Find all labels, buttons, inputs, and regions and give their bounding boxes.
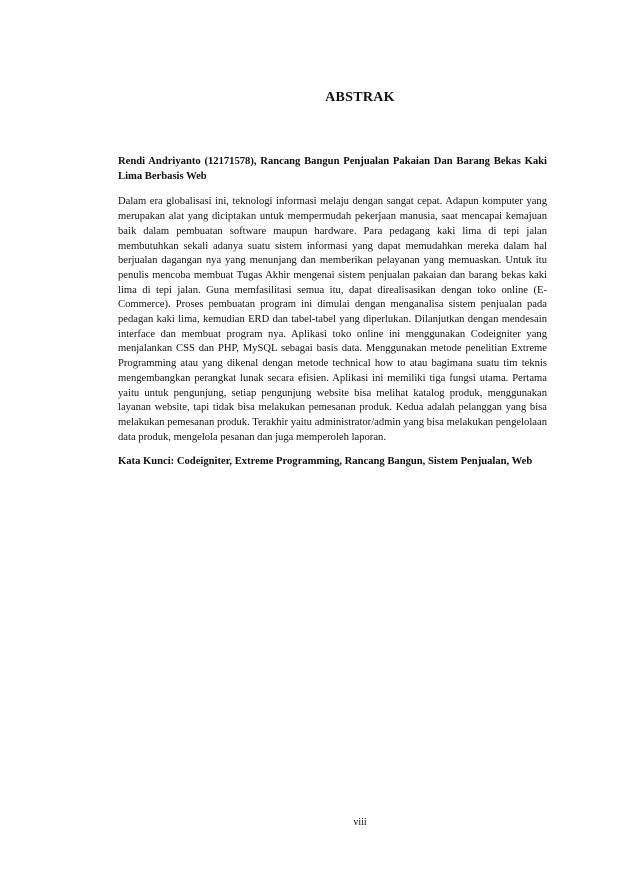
keywords-line: Kata Kunci: Codeigniter, Extreme Programming, Rancang Bangun, Sistem Penjualan, Web [118,456,533,468]
abstract-paragraph: Dalam era globalisasi ini, teknologi informasi melaju dengan sangat cepat. Adapun komputer yang merupakan alat yang diciptakan untuk mempermudah pekerjaan manusia, saat mencapai kemajuan baik dalam pembuatan software maupun hardware. Para pedagang kaki lima di tepi jalan membutuhkan sekali adanya suatu sistem informasi yang dapat memudahkan mereka dalam hal berjualan dagangan nya yang menunjang dan memberikan pelayanan yang memuaskan. Untuk itu penulis mencoba membuat Tugas Akhir mengenai sistem penjualan pakaian dan barang bekas kaki lima di tepi jalan. Guna memfasilitasi semua itu, dapat direalisasikan dengan toko online (E-Commerce). Proses pembuatan program ini dimulai dengan menganalisa sistem penjualan pada pedagan kaki lima, kemudian ERD dan tabel-tabel yang diperlukan. Dilanjutkan dengan mendesain interface dan membuat program nya. Aplikasi toko online ini menggunakan Codeigniter yang menjalankan CSS dan PHP, MySQL sebagai basis data. Menggunakan metode penelitian Extreme Programming atau yang dikenal dengan metode technical how to atau bagimana suatu tim teknis mengembangkan perangkat lunak secara efisien. Aplikasi ini memiliki tiga fungsi utama. Pertama yaitu untuk pengunjung, setiap pengunjung website bisa melihat katalog produk, menggunakan layanan website, tapi tidak bisa melakukan pemesanan produk. Kedua adalah pelanggan yang bisa melakukan pemesanan produk. Terakhir yaitu administrator/admin yang bisa melakukan pengelolaan data produk, mengelola pesanan dan juga memperoleh laporan. [118,196,547,443]
page-title: ABSTRAK [325,90,395,105]
author-line: Rendi Andriyanto (12171578), Rancang Bangun Penjualan Pakaian Dan Barang Bekas Kaki Lima Berbasis Web [118,156,547,182]
abstract-content [118,155,547,470]
page-number: viii [353,817,367,828]
